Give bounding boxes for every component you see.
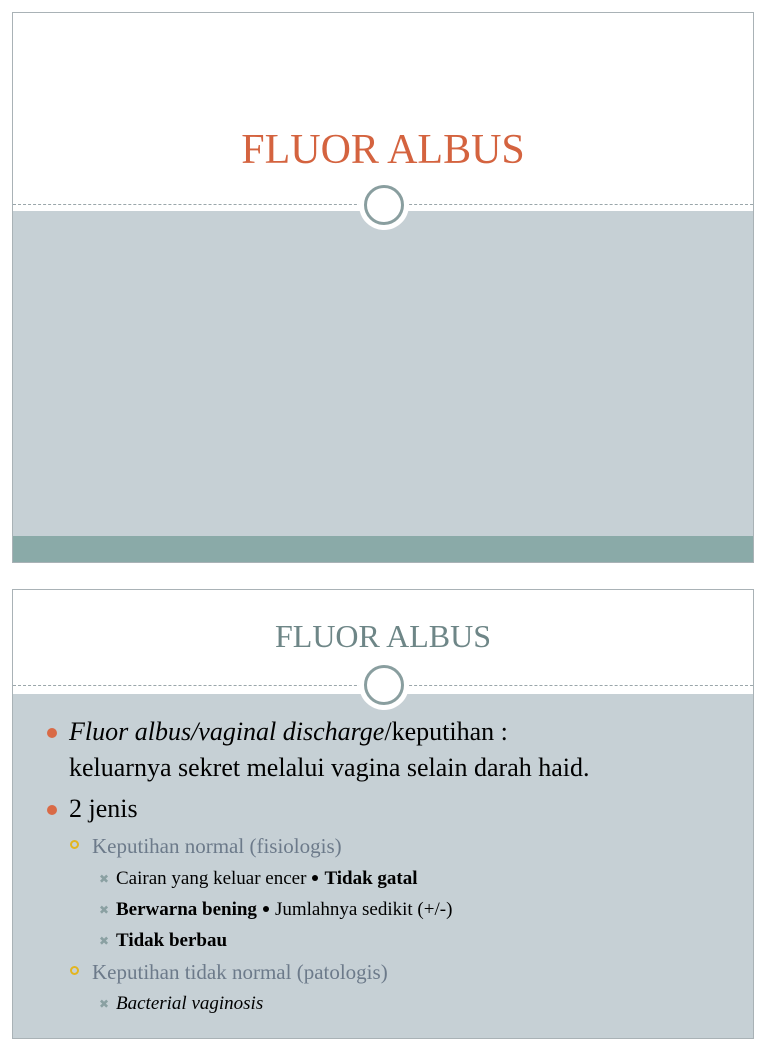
normal-label: Keputihan normal (fisiologis): [92, 834, 342, 858]
item-text-bold: Tidak berbau: [116, 930, 228, 951]
slide-1-title: FLUOR ALBUS: [241, 127, 525, 173]
abnormal-label: Keputihan tidak normal (patologis): [92, 960, 388, 984]
dot-separator-icon: [312, 875, 318, 881]
item-text: Cairan yang keluar encer: [116, 868, 307, 889]
bullet-icon: [47, 805, 57, 815]
footer-bar: [13, 536, 753, 562]
bullet-types: [69, 791, 739, 827]
cross-bullet-icon: ✖: [99, 903, 110, 917]
ring-bullet-icon: [70, 966, 79, 975]
cross-bullet-icon: ✖: [99, 934, 110, 948]
ring-bullet-icon: [70, 840, 79, 849]
circle-ornament-icon: [364, 665, 404, 705]
slide-1: [12, 12, 754, 563]
definition-text: keluarnya sekret melalui vagina selain darah haid.: [69, 753, 590, 782]
item-text: Jumlahnya sedikit (+/-): [274, 899, 453, 920]
cross-bullet-icon: ✖: [99, 872, 110, 886]
slide-2: [12, 589, 754, 1039]
circle-ornament-icon: [364, 185, 404, 225]
item-text-bold: Tidak gatal: [324, 868, 418, 889]
sub-bullet-abnormal: [92, 958, 388, 986]
bullet-definition: [69, 714, 739, 786]
bullet-icon: [47, 728, 57, 738]
types-text: 2 jenis: [69, 794, 138, 823]
item-text-italic: Bacterial vaginosis: [116, 993, 264, 1014]
sub-bullet-normal: [92, 832, 342, 860]
cross-bullet-icon: ✖: [99, 997, 110, 1011]
normal-item-2: [99, 897, 453, 923]
definition-term: Fluor albus/vaginal discharge: [69, 717, 385, 746]
normal-item-1: [99, 866, 418, 892]
slide-2-title: FLUOR ALBUS: [274, 618, 492, 654]
definition-term-suffix: /keputihan :: [384, 717, 508, 746]
normal-item-3: [99, 928, 228, 954]
item-text-bold: Berwarna bening: [116, 899, 257, 920]
abnormal-item-1: [99, 991, 264, 1017]
slide-1-header: [13, 13, 753, 211]
dot-separator-icon: [263, 906, 269, 912]
